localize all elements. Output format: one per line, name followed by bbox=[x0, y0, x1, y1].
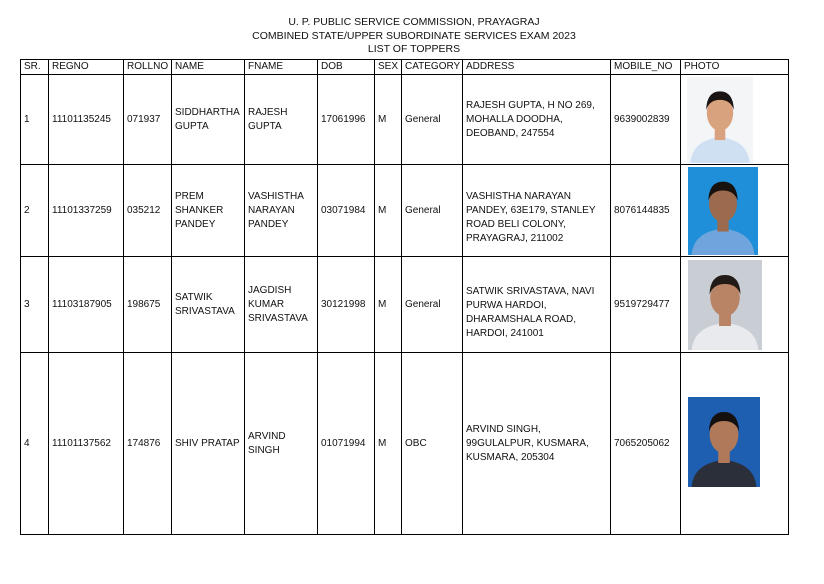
exam-title: COMBINED STATE/UPPER SUBORDINATE SERVICES EXAM 2023 bbox=[252, 29, 576, 42]
cell-sr: 4 bbox=[21, 353, 49, 535]
document-heading bbox=[20, 16, 808, 57]
candidate-photo bbox=[687, 77, 753, 163]
cell-fname: RAJESH GUPTA bbox=[245, 75, 318, 165]
cell-sex: M bbox=[375, 165, 402, 257]
col-header-fname: FNAME bbox=[245, 60, 318, 75]
cell-mobile: 7065205062 bbox=[611, 353, 681, 535]
cell-name: PREM SHANKER PANDEY bbox=[172, 165, 245, 257]
col-header-dob: DOB bbox=[318, 60, 375, 75]
cell-photo bbox=[681, 257, 789, 353]
cell-address: SATWIK SRIVASTAVA, NAVI PURWA HARDOI, DHARAMSHALA ROAD, HARDOI, 241001 bbox=[463, 257, 611, 353]
cell-fname: VASHISTHA NARAYAN PANDEY bbox=[245, 165, 318, 257]
cell-name: SATWIK SRIVASTAVA bbox=[172, 257, 245, 353]
col-header-sex: SEX bbox=[375, 60, 402, 75]
cell-photo bbox=[681, 353, 789, 535]
cell-category: General bbox=[402, 75, 463, 165]
table-row bbox=[21, 165, 789, 257]
cell-fname: JAGDISH KUMAR SRIVASTAVA bbox=[245, 257, 318, 353]
col-header-mobile: MOBILE_NO bbox=[611, 60, 681, 75]
cell-regno: 11101337259 bbox=[49, 165, 124, 257]
col-header-rollno: ROLLNO bbox=[124, 60, 172, 75]
cell-mobile: 9639002839 bbox=[611, 75, 681, 165]
cell-sr: 3 bbox=[21, 257, 49, 353]
cell-rollno: 071937 bbox=[124, 75, 172, 165]
toppers-table bbox=[20, 59, 789, 535]
col-header-category: CATEGORY bbox=[402, 60, 463, 75]
cell-address: RAJESH GUPTA, H NO 269, MOHALLA DOODHA, DEOBAND, 247554 bbox=[463, 75, 611, 165]
candidate-photo bbox=[688, 397, 760, 487]
table-row bbox=[21, 257, 789, 353]
cell-regno: 11101137562 bbox=[49, 353, 124, 535]
cell-mobile: 8076144835 bbox=[611, 165, 681, 257]
commission-title: U. P. PUBLIC SERVICE COMMISSION, PRAYAGRAJ bbox=[288, 16, 540, 28]
cell-dob: 03071984 bbox=[318, 165, 375, 257]
cell-name: SHIV PRATAP bbox=[172, 353, 245, 535]
candidate-photo bbox=[688, 260, 762, 350]
col-header-name: NAME bbox=[172, 60, 245, 75]
cell-photo bbox=[681, 75, 789, 165]
candidate-photo bbox=[688, 167, 758, 255]
cell-category: General bbox=[402, 165, 463, 257]
col-header-photo: PHOTO bbox=[681, 60, 789, 75]
table-row bbox=[21, 353, 789, 535]
cell-sex: M bbox=[375, 75, 402, 165]
col-header-sr: SR. bbox=[21, 60, 49, 75]
cell-category: General bbox=[402, 257, 463, 353]
cell-sex: M bbox=[375, 353, 402, 535]
cell-photo bbox=[681, 165, 789, 257]
table-header-row bbox=[21, 60, 789, 75]
cell-sr: 2 bbox=[21, 165, 49, 257]
cell-regno: 11101135245 bbox=[49, 75, 124, 165]
cell-dob: 01071994 bbox=[318, 353, 375, 535]
list-title: LIST OF TOPPERS bbox=[367, 43, 461, 55]
table-row bbox=[21, 75, 789, 165]
cell-regno: 11103187905 bbox=[49, 257, 124, 353]
cell-name: SIDDHARTHA GUPTA bbox=[172, 75, 245, 165]
cell-category: OBC bbox=[402, 353, 463, 535]
cell-sr: 1 bbox=[21, 75, 49, 165]
cell-sex: M bbox=[375, 257, 402, 353]
cell-address: VASHISTHA NARAYAN PANDEY, 63E179, STANLEY ROAD BELI COLONY, PRAYAGRAJ, 211002 bbox=[463, 165, 611, 257]
cell-fname: ARVIND SINGH bbox=[245, 353, 318, 535]
cell-dob: 17061996 bbox=[318, 75, 375, 165]
cell-rollno: 174876 bbox=[124, 353, 172, 535]
cell-rollno: 198675 bbox=[124, 257, 172, 353]
cell-rollno: 035212 bbox=[124, 165, 172, 257]
cell-dob: 30121998 bbox=[318, 257, 375, 353]
cell-address: ARVIND SINGH, 99GULALPUR, KUSMARA, KUSMARA, 205304 bbox=[463, 353, 611, 535]
cell-mobile: 9519729477 bbox=[611, 257, 681, 353]
col-header-address: ADDRESS bbox=[463, 60, 611, 75]
col-header-regno: REGNO bbox=[49, 60, 124, 75]
